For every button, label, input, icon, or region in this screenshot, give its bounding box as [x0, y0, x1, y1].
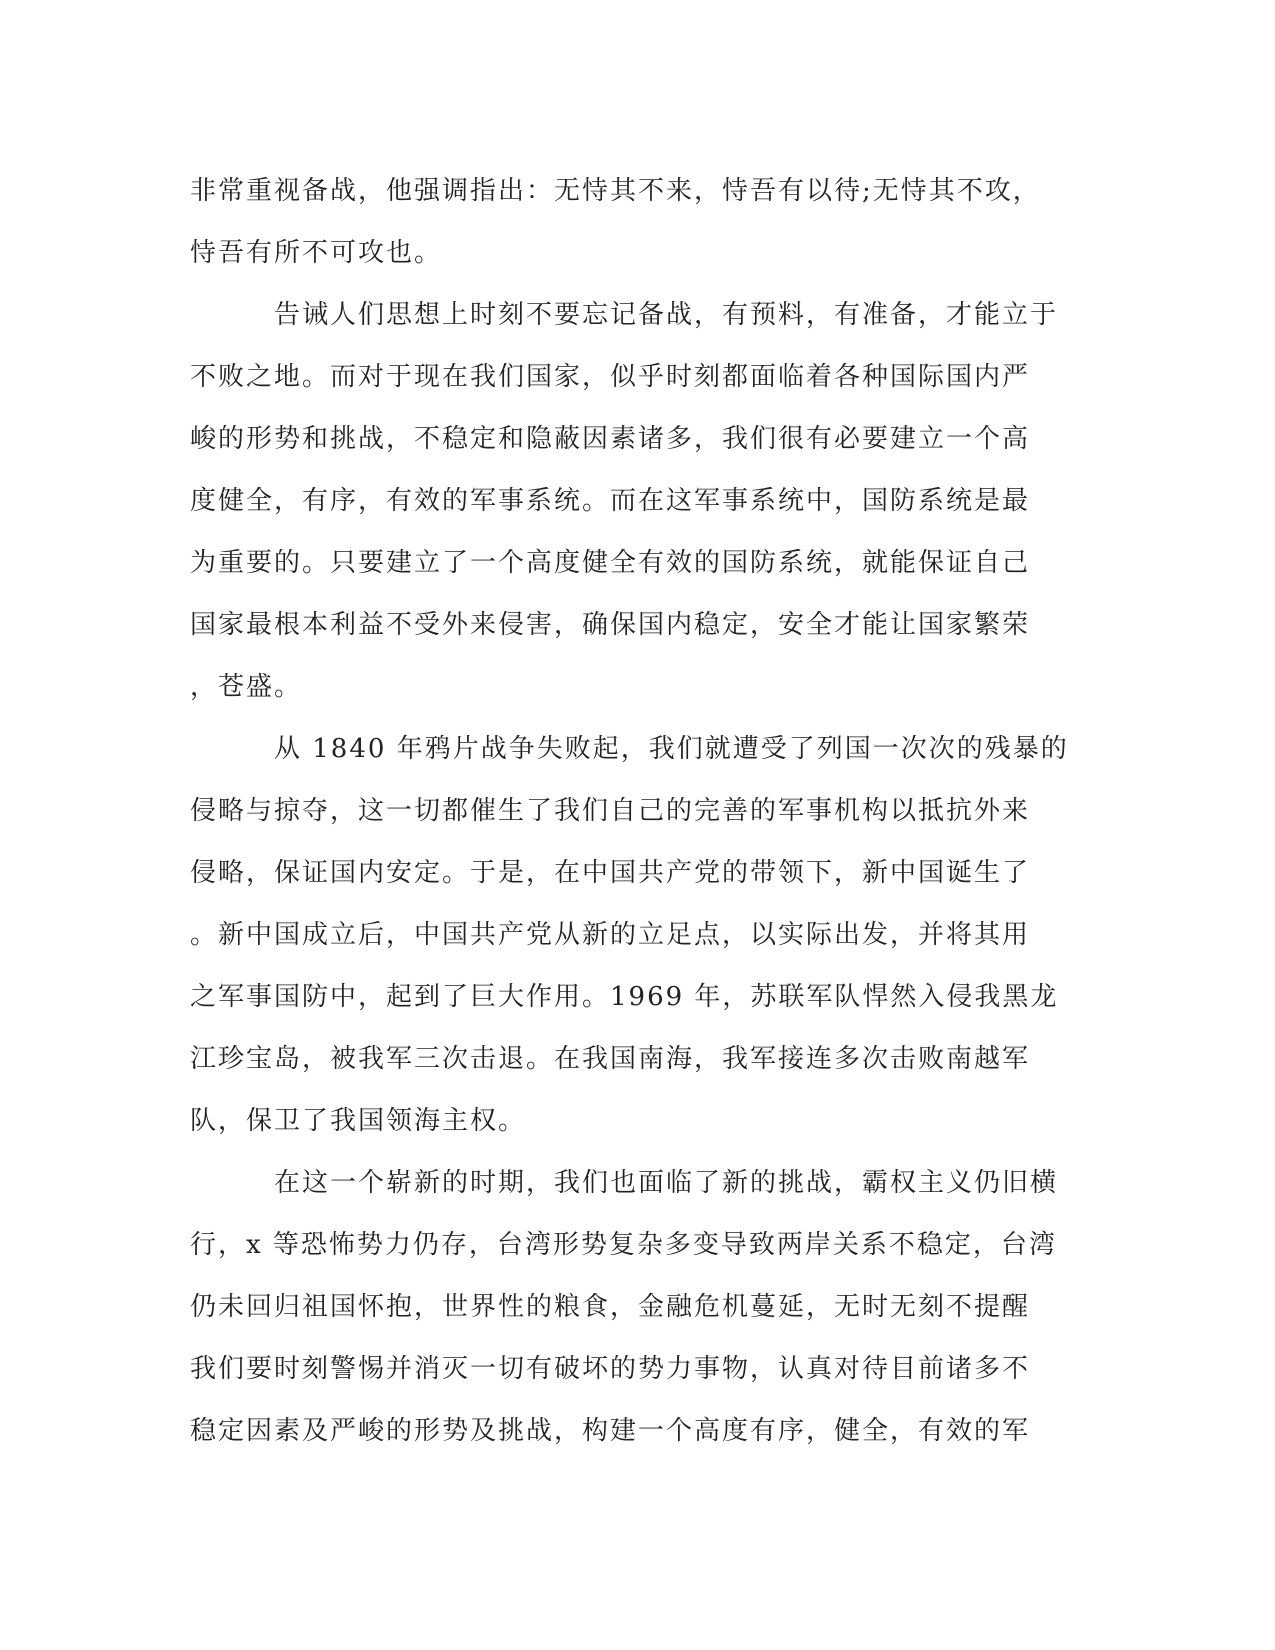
text-line: 侵略，保证国内安定。于是，在中国共产党的带领下，新中国诞生了: [190, 858, 1031, 888]
text-line: 仍未回归祖国怀抱，世界性的粮食，金融危机蔓延，无时无刻不提醒: [190, 1292, 1031, 1322]
text-line: 侵略与掠夺，这一切都催生了我们自己的完善的军事机构以抵抗外来: [190, 796, 1031, 826]
text-line: 我们要时刻警惕并消灭一切有破坏的势力事物，认真对待目前诸多不: [190, 1354, 1031, 1384]
text-line: 不败之地。而对于现在我们国家，似乎时刻都面临着各种国际国内严: [190, 362, 1031, 392]
body-text: [190, 160, 1090, 1462]
text-line: 之军事国防中，起到了巨大作用。1969 年，苏联军队悍然入侵我黑龙: [190, 982, 1059, 1012]
paragraph: [190, 1152, 1090, 1462]
paragraph: [190, 718, 1090, 1152]
paragraph: [190, 160, 1090, 284]
text-line: 队，保卫了我国领海主权。: [190, 1106, 527, 1136]
text-line: 恃吾有所不可攻也。: [190, 238, 443, 268]
text-line: 从 1840 年鸦片战争失败起，我们就遭受了列国一次次的残暴的: [190, 734, 1069, 764]
text-line: ，苍盛。: [190, 672, 303, 702]
text-line: 江珍宝岛，被我军三次击退。在我国南海，我军接连多次击败南越军: [190, 1044, 1031, 1074]
text-line: 非常重视备战，他强调指出：无恃其不来，恃吾有以待;无恃其不攻，: [190, 176, 1041, 206]
text-line: 在这一个崭新的时期，我们也面临了新的挑战，霸权主义仍旧横: [190, 1168, 1059, 1198]
text-line: 峻的形势和挑战，不稳定和隐蔽因素诸多，我们很有必要建立一个高: [190, 424, 1031, 454]
text-line: 告诫人们思想上时刻不要忘记备战，有预料，有准备，才能立于: [190, 300, 1059, 330]
paragraph: [190, 284, 1090, 718]
text-line: 为重要的。只要建立了一个高度健全有效的国防系统，就能保证自己: [190, 548, 1031, 578]
text-line: 国家最根本利益不受外来侵害，确保国内稳定，安全才能让国家繁荣: [190, 610, 1031, 640]
text-line: 。新中国成立后，中国共产党从新的立足点，以实际出发，并将其用: [190, 920, 1031, 950]
text-line: 度健全，有序，有效的军事系统。而在这军事系统中，国防系统是最: [190, 486, 1031, 516]
text-line: 行，x 等恐怖势力仍存，台湾形势复杂多变导致两岸关系不稳定，台湾: [190, 1230, 1057, 1260]
text-line: 稳定因素及严峻的形势及挑战，构建一个高度有序，健全，有效的军: [190, 1416, 1031, 1446]
